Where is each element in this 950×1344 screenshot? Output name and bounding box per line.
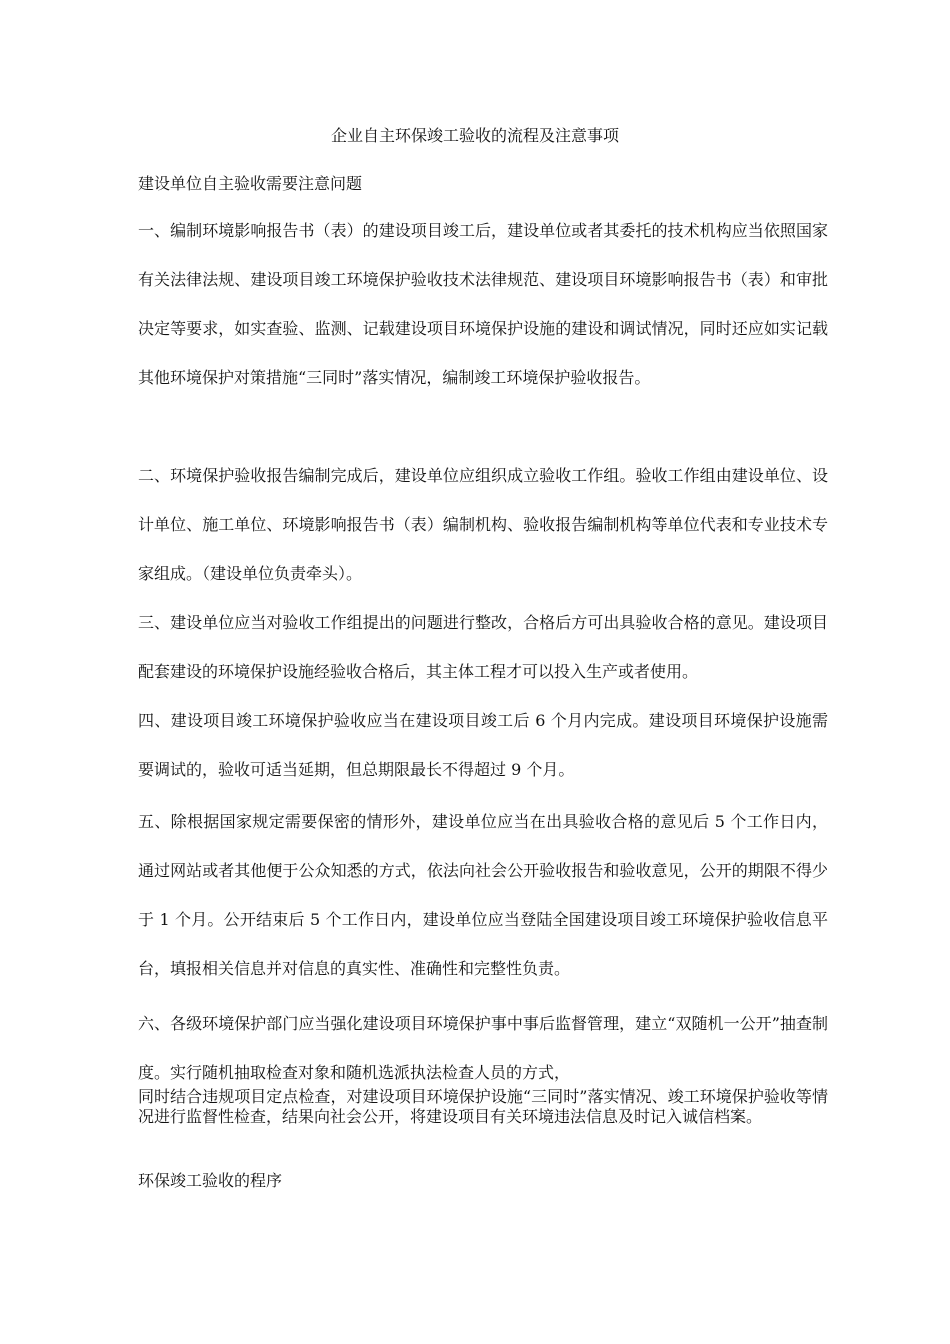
paragraph-item-3: 三、建设单位应当对验收工作组提出的问题进行整改，合格后方可出具验收合格的意见。建设项目配套建设的环境保护设施经验收合格后，其主体工程才可以投入生产或者使用。 <box>138 613 828 681</box>
paragraph-item-4: 四、建设项目竣工环境保护验收应当在建设项目竣工后 6 个月内完成。建设项目环境保护设施需要调试的，验收可适当延期，但总期限最长不得超过 9 个月。 <box>138 711 828 779</box>
section-heading-procedure: 环保竣工验收的程序 <box>138 1171 283 1190</box>
section-heading-notes: 建设单位自主验收需要注意问题 <box>138 174 363 193</box>
paragraph-item-5: 五、除根据国家规定需要保密的情形外，建设单位应当在出具验收合格的意见后 5 个工作日内，通过网站或者其他便于公众知悉的方式，依法向社会公开验收报告和验收意见，公开的期限不得少于 1 个月。公开结束后 5 个工作日内，建设单位应当登陆全国建设项目竣工环境保护验收信息平台，填报相关信息并对信息的真实性、准确性和完整性负责。 <box>138 812 828 978</box>
paragraph-item-2: 二、环境保护验收报告编制完成后，建设单位应组织成立验收工作组。验收工作组由建设单位、设计单位、施工单位、环境影响报告书（表）编制机构、验收报告编制机构等单位代表和专业技术专家组成。（建设单位负责牵头）。 <box>138 466 828 583</box>
paragraph-continuation: 同时结合违规项目定点检查，对建设项目环境保护设施“三同时”落实情况、竣工环境保护验收等情况进行监督性检查，结果向社会公开，将建设项目有关环境违法信息及时记入诚信档案。 <box>138 1087 828 1126</box>
paragraph-item-1: 一、编制环境影响报告书（表）的建设项目竣工后，建设单位或者其委托的技术机构应当依照国家有关法律法规、建设项目竣工环境保护验收技术法律规范、建设项目环境影响报告书（表）和审批决定等要求，如实查验、监测、记载建设项目环境保护设施的建设和调试情况，同时还应如实记载其他环境保护对策措施“三同时”落实情况，编制竣工环境保护验收报告。 <box>138 221 828 387</box>
paragraph-item-6: 六、各级环境保护部门应当强化建设项目环境保护事中事后监督管理，建立“双随机一公开”抽查制度。实行随机抽取检查对象和随机选派执法检查人员的方式， <box>138 1014 828 1082</box>
document-title: 企业自主环保竣工验收的流程及注意事项 <box>330 126 619 145</box>
